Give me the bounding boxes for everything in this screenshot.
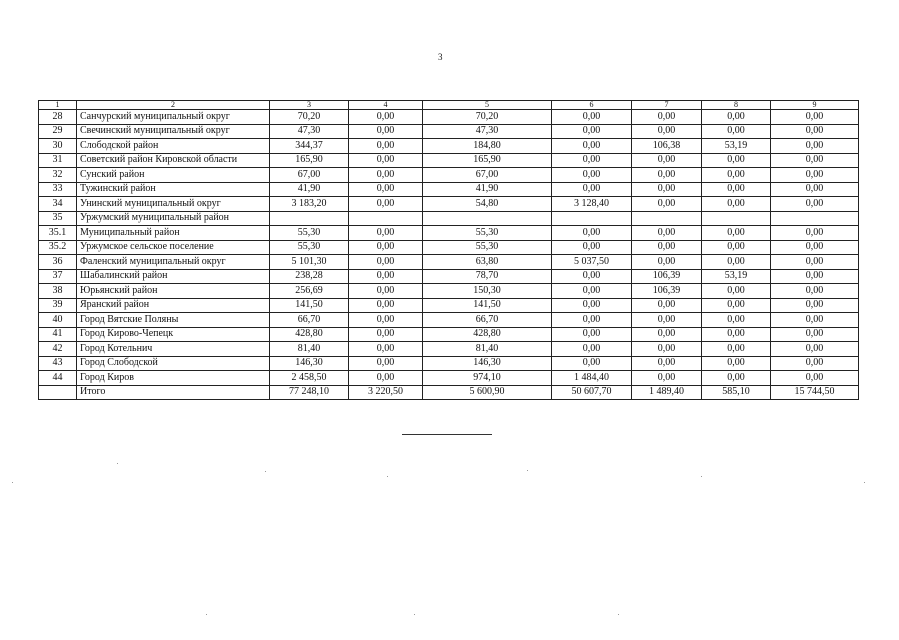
table-row <box>39 385 859 400</box>
value-cell-3: 70,20 <box>270 110 349 125</box>
row-number-cell: 28 <box>39 110 77 125</box>
value-cell-8: 585,10 <box>702 385 771 400</box>
value-cell-9: 0,00 <box>771 255 859 270</box>
value-cell-4: 0,00 <box>349 298 423 313</box>
value-cell-7: 0,00 <box>632 327 702 342</box>
value-cell-8: 0,00 <box>702 298 771 313</box>
value-cell-3: 66,70 <box>270 313 349 328</box>
value-cell-9: 0,00 <box>771 182 859 197</box>
table-row <box>39 284 859 299</box>
value-cell-4: 0,00 <box>349 371 423 386</box>
value-cell-4: 0,00 <box>349 284 423 299</box>
table-row <box>39 110 859 125</box>
value-cell-4: 3 220,50 <box>349 385 423 400</box>
row-name-cell: Санчурский муниципальный округ <box>77 110 270 125</box>
row-name-cell: Советский район Кировской области <box>77 153 270 168</box>
scan-speck <box>701 476 702 477</box>
value-cell-7: 106,38 <box>632 139 702 154</box>
value-cell-4: 0,00 <box>349 255 423 270</box>
value-cell-5: 165,90 <box>423 153 552 168</box>
value-cell-5: 41,90 <box>423 182 552 197</box>
value-cell-3: 77 248,10 <box>270 385 349 400</box>
value-cell-5: 428,80 <box>423 327 552 342</box>
table-row <box>39 168 859 183</box>
table-row <box>39 124 859 139</box>
column-header: 8 <box>702 101 771 110</box>
row-number-cell: 44 <box>39 371 77 386</box>
value-cell-7: 0,00 <box>632 168 702 183</box>
scan-speck <box>527 470 528 471</box>
row-number-cell <box>39 385 77 400</box>
value-cell-3: 47,30 <box>270 124 349 139</box>
value-cell-4: 0,00 <box>349 124 423 139</box>
value-cell-5: 66,70 <box>423 313 552 328</box>
value-cell-9: 0,00 <box>771 371 859 386</box>
value-cell-3: 2 458,50 <box>270 371 349 386</box>
table-header-row <box>39 101 859 110</box>
value-cell-3: 165,90 <box>270 153 349 168</box>
value-cell-4: 0,00 <box>349 313 423 328</box>
value-cell-5: 55,30 <box>423 240 552 255</box>
value-cell-8 <box>702 211 771 226</box>
value-cell-6: 0,00 <box>552 342 632 357</box>
row-number-cell: 30 <box>39 139 77 154</box>
column-header: 5 <box>423 101 552 110</box>
value-cell-6: 0,00 <box>552 124 632 139</box>
value-cell-8: 0,00 <box>702 255 771 270</box>
value-cell-8: 0,00 <box>702 197 771 212</box>
table-row <box>39 139 859 154</box>
value-cell-5: 47,30 <box>423 124 552 139</box>
value-cell-3: 344,37 <box>270 139 349 154</box>
value-cell-8: 0,00 <box>702 240 771 255</box>
row-number-cell: 41 <box>39 327 77 342</box>
value-cell-8: 0,00 <box>702 342 771 357</box>
value-cell-8: 0,00 <box>702 153 771 168</box>
column-header: 6 <box>552 101 632 110</box>
scan-speck <box>618 614 619 615</box>
value-cell-5: 184,80 <box>423 139 552 154</box>
table-row <box>39 269 859 284</box>
value-cell-5: 70,20 <box>423 110 552 125</box>
table-row <box>39 327 859 342</box>
value-cell-7: 0,00 <box>632 356 702 371</box>
row-number-cell: 35.1 <box>39 226 77 241</box>
value-cell-8: 53,19 <box>702 269 771 284</box>
value-cell-8: 0,00 <box>702 168 771 183</box>
value-cell-7: 0,00 <box>632 313 702 328</box>
table-row <box>39 153 859 168</box>
value-cell-3: 55,30 <box>270 240 349 255</box>
value-cell-5 <box>423 211 552 226</box>
value-cell-5: 974,10 <box>423 371 552 386</box>
row-name-cell: Итого <box>77 385 270 400</box>
row-number-cell: 43 <box>39 356 77 371</box>
row-number-cell: 33 <box>39 182 77 197</box>
column-header: 9 <box>771 101 859 110</box>
value-cell-5: 146,30 <box>423 356 552 371</box>
row-name-cell: Уржумский муниципальный район <box>77 211 270 226</box>
row-name-cell: Уржумское сельское поселение <box>77 240 270 255</box>
value-cell-6: 0,00 <box>552 226 632 241</box>
page-number: 3 <box>438 52 443 62</box>
value-cell-7: 0,00 <box>632 226 702 241</box>
value-cell-3 <box>270 211 349 226</box>
value-cell-3: 81,40 <box>270 342 349 357</box>
scan-speck <box>206 614 207 615</box>
row-number-cell: 34 <box>39 197 77 212</box>
scan-speck <box>864 482 865 483</box>
table-row <box>39 182 859 197</box>
value-cell-7: 0,00 <box>632 240 702 255</box>
table-row <box>39 255 859 270</box>
value-cell-3: 3 183,20 <box>270 197 349 212</box>
value-cell-6: 0,00 <box>552 298 632 313</box>
row-name-cell: Свечинский муниципальный округ <box>77 124 270 139</box>
value-cell-6: 50 607,70 <box>552 385 632 400</box>
value-cell-8: 0,00 <box>702 226 771 241</box>
table-row <box>39 211 859 226</box>
row-name-cell: Тужинский район <box>77 182 270 197</box>
value-cell-3: 141,50 <box>270 298 349 313</box>
value-cell-9: 0,00 <box>771 226 859 241</box>
row-number-cell: 38 <box>39 284 77 299</box>
row-name-cell: Слободской район <box>77 139 270 154</box>
value-cell-9: 0,00 <box>771 139 859 154</box>
value-cell-9: 0,00 <box>771 153 859 168</box>
value-cell-7: 1 489,40 <box>632 385 702 400</box>
row-name-cell: Унинский муниципальный округ <box>77 197 270 212</box>
value-cell-6: 1 484,40 <box>552 371 632 386</box>
value-cell-6: 0,00 <box>552 356 632 371</box>
table-row <box>39 313 859 328</box>
column-header: 1 <box>39 101 77 110</box>
value-cell-7: 0,00 <box>632 298 702 313</box>
value-cell-9: 0,00 <box>771 327 859 342</box>
value-cell-6: 0,00 <box>552 182 632 197</box>
value-cell-6: 0,00 <box>552 313 632 328</box>
column-header: 3 <box>270 101 349 110</box>
value-cell-9: 0,00 <box>771 124 859 139</box>
value-cell-9: 0,00 <box>771 356 859 371</box>
data-table <box>38 100 859 400</box>
value-cell-4: 0,00 <box>349 342 423 357</box>
row-name-cell: Город Кирово-Чепецк <box>77 327 270 342</box>
value-cell-4: 0,00 <box>349 327 423 342</box>
table-row <box>39 356 859 371</box>
value-cell-7 <box>632 211 702 226</box>
row-number-cell: 40 <box>39 313 77 328</box>
value-cell-6: 0,00 <box>552 139 632 154</box>
value-cell-9: 15 744,50 <box>771 385 859 400</box>
value-cell-6: 0,00 <box>552 284 632 299</box>
value-cell-9: 0,00 <box>771 284 859 299</box>
row-number-cell: 31 <box>39 153 77 168</box>
value-cell-9: 0,00 <box>771 269 859 284</box>
value-cell-7: 0,00 <box>632 124 702 139</box>
value-cell-7: 0,00 <box>632 110 702 125</box>
value-cell-5: 78,70 <box>423 269 552 284</box>
row-name-cell: Город Киров <box>77 371 270 386</box>
value-cell-6: 5 037,50 <box>552 255 632 270</box>
value-cell-8: 0,00 <box>702 182 771 197</box>
value-cell-3: 5 101,30 <box>270 255 349 270</box>
value-cell-8: 53,19 <box>702 139 771 154</box>
value-cell-5: 54,80 <box>423 197 552 212</box>
divider-line <box>402 434 492 435</box>
scan-speck <box>414 614 415 615</box>
value-cell-9: 0,00 <box>771 197 859 212</box>
value-cell-9: 0,00 <box>771 110 859 125</box>
value-cell-5: 150,30 <box>423 284 552 299</box>
row-name-cell: Сунский район <box>77 168 270 183</box>
table-row <box>39 226 859 241</box>
row-name-cell: Юрьянский район <box>77 284 270 299</box>
value-cell-4: 0,00 <box>349 139 423 154</box>
value-cell-8: 0,00 <box>702 284 771 299</box>
value-cell-5: 81,40 <box>423 342 552 357</box>
row-number-cell: 36 <box>39 255 77 270</box>
value-cell-9: 0,00 <box>771 313 859 328</box>
row-name-cell: Фаленский муниципальный округ <box>77 255 270 270</box>
value-cell-4: 0,00 <box>349 226 423 241</box>
value-cell-4: 0,00 <box>349 240 423 255</box>
row-name-cell: Муниципальный район <box>77 226 270 241</box>
value-cell-4: 0,00 <box>349 356 423 371</box>
value-cell-3: 428,80 <box>270 327 349 342</box>
value-cell-6: 0,00 <box>552 153 632 168</box>
value-cell-6 <box>552 211 632 226</box>
value-cell-7: 0,00 <box>632 182 702 197</box>
value-cell-3: 146,30 <box>270 356 349 371</box>
value-cell-5: 141,50 <box>423 298 552 313</box>
value-cell-7: 0,00 <box>632 153 702 168</box>
value-cell-4: 0,00 <box>349 168 423 183</box>
value-cell-4 <box>349 211 423 226</box>
value-cell-3: 256,69 <box>270 284 349 299</box>
value-cell-3: 55,30 <box>270 226 349 241</box>
table-row <box>39 240 859 255</box>
row-number-cell: 35 <box>39 211 77 226</box>
value-cell-8: 0,00 <box>702 124 771 139</box>
value-cell-8: 0,00 <box>702 327 771 342</box>
value-cell-8: 0,00 <box>702 313 771 328</box>
value-cell-9 <box>771 211 859 226</box>
value-cell-9: 0,00 <box>771 168 859 183</box>
row-name-cell: Город Котельнич <box>77 342 270 357</box>
value-cell-5: 67,00 <box>423 168 552 183</box>
value-cell-4: 0,00 <box>349 110 423 125</box>
table-row <box>39 298 859 313</box>
value-cell-5: 63,80 <box>423 255 552 270</box>
row-name-cell: Шабалинский район <box>77 269 270 284</box>
row-number-cell: 32 <box>39 168 77 183</box>
scan-speck <box>265 471 266 472</box>
row-number-cell: 42 <box>39 342 77 357</box>
value-cell-7: 0,00 <box>632 255 702 270</box>
value-cell-7: 0,00 <box>632 342 702 357</box>
table-row <box>39 197 859 212</box>
value-cell-8: 0,00 <box>702 110 771 125</box>
value-cell-9: 0,00 <box>771 240 859 255</box>
row-name-cell: Яранский район <box>77 298 270 313</box>
value-cell-9: 0,00 <box>771 342 859 357</box>
value-cell-8: 0,00 <box>702 356 771 371</box>
value-cell-3: 41,90 <box>270 182 349 197</box>
value-cell-6: 0,00 <box>552 327 632 342</box>
value-cell-7: 0,00 <box>632 197 702 212</box>
value-cell-7: 106,39 <box>632 284 702 299</box>
value-cell-7: 0,00 <box>632 371 702 386</box>
value-cell-6: 0,00 <box>552 168 632 183</box>
row-name-cell: Город Вятские Поляны <box>77 313 270 328</box>
row-name-cell: Город Слободской <box>77 356 270 371</box>
scan-speck <box>117 463 118 464</box>
row-number-cell: 39 <box>39 298 77 313</box>
scan-speck <box>12 482 13 483</box>
column-header: 2 <box>77 101 270 110</box>
value-cell-6: 0,00 <box>552 269 632 284</box>
value-cell-5: 55,30 <box>423 226 552 241</box>
row-number-cell: 35.2 <box>39 240 77 255</box>
value-cell-9: 0,00 <box>771 298 859 313</box>
row-number-cell: 29 <box>39 124 77 139</box>
value-cell-8: 0,00 <box>702 371 771 386</box>
value-cell-4: 0,00 <box>349 153 423 168</box>
value-cell-4: 0,00 <box>349 269 423 284</box>
scan-speck <box>387 476 388 477</box>
value-cell-3: 67,00 <box>270 168 349 183</box>
value-cell-7: 106,39 <box>632 269 702 284</box>
table-row <box>39 371 859 386</box>
value-cell-6: 3 128,40 <box>552 197 632 212</box>
table-row <box>39 342 859 357</box>
value-cell-6: 0,00 <box>552 110 632 125</box>
value-cell-4: 0,00 <box>349 182 423 197</box>
column-header: 7 <box>632 101 702 110</box>
value-cell-6: 0,00 <box>552 240 632 255</box>
value-cell-5: 5 600,90 <box>423 385 552 400</box>
value-cell-3: 238,28 <box>270 269 349 284</box>
column-header: 4 <box>349 101 423 110</box>
row-number-cell: 37 <box>39 269 77 284</box>
value-cell-4: 0,00 <box>349 197 423 212</box>
